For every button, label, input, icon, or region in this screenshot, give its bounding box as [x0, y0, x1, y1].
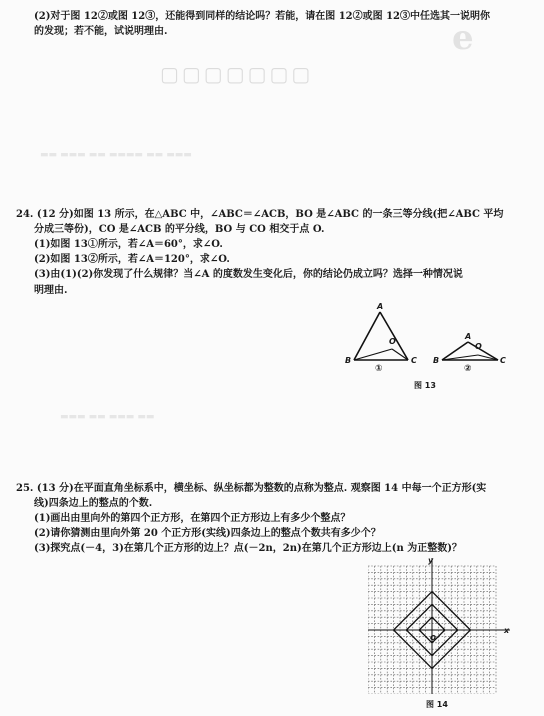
figure-13	[340, 302, 520, 382]
q25-line: (3)探究点(－4，3)在第几个正方形的边上？点(－2n，2n)在第几个正方形边上(n 为正整数)？	[34, 543, 462, 554]
prev-question-line: 的发现；若不能，试说明理由.	[34, 26, 168, 37]
fig13-label-o: O	[475, 342, 482, 351]
q24-line: 分成三等份)，CO 是∠ACB 的平分线，BO 与 CO 相交于点 O.	[34, 224, 325, 235]
fig13-sub-1: ①	[375, 364, 383, 374]
fig13-label-c: C	[411, 356, 417, 365]
fig13-label-o: O	[389, 337, 396, 346]
q25-line: 线)四条边上的整点的个数.	[34, 498, 153, 509]
bleed-through-heading: ▢▢▢▢▢▢▢	[160, 62, 314, 86]
q24-line: 24. (12 分)如图 13 所示，在△ABC 中，∠ABC＝∠ACB，BO 是∠ABC 的一条三等分线(把∠ABC 平均	[16, 209, 504, 220]
fig13-label-c: C	[500, 356, 506, 365]
bleed-through-text: ▬▬ ▬▬▬ ▬▬ ▬▬▬▬ ▬▬ ▬▬▬	[40, 150, 192, 160]
prev-question-line: (2)对于图 12②或图 12③，还能得到同样的结论吗？若能，请在图 12②或图 12③中任选其一说明你	[34, 11, 491, 22]
q25-line: 25. (13 分)在平面直角坐标系中，横坐标、纵坐标都为整数的点称为整点. 观察图 14 中每一个正方形(实	[16, 483, 487, 494]
figure-14	[368, 558, 514, 694]
fig13-sub-2: ②	[464, 364, 472, 374]
fig13-label-a: A	[377, 302, 384, 311]
fig14-label-y: y	[428, 556, 434, 565]
fig13-1-side-ac	[380, 312, 408, 360]
q25-line: (1)画出由里向外的第四个正方形，在第四个正方形边上有多少个整点？	[34, 513, 351, 524]
q25-line: (2)请你猜测由里向外第 20 个正方形(实线)四条边上的整点个数共有多少个？	[34, 528, 381, 539]
bleed-through-mark: e	[452, 18, 474, 58]
q24-line: (2)如图 13②所示，若∠A＝120°，求∠O.	[34, 254, 230, 265]
fig13-label-b: B	[433, 356, 440, 365]
fig14-caption: 图 14	[426, 700, 448, 709]
fig14-label-origin: O	[430, 634, 436, 642]
q24-line: 明理由.	[34, 285, 68, 296]
fig14-label-x: x	[504, 626, 510, 635]
fig13-label-b: B	[345, 356, 352, 365]
q24-line: (3)由(1)(2)你发现了什么规律？当∠A 的度数发生变化后，你的结论仍成立吗？选择一种情况说	[34, 269, 463, 280]
bleed-through-text: ▬▬▬ ▬▬ ▬▬▬ ▬▬	[60, 412, 155, 422]
fig13-label-a: A	[465, 332, 472, 341]
fig13-1-side-ab	[354, 312, 380, 360]
q24-line: (1)如图 13①所示，若∠A＝60°，求∠O.	[34, 239, 223, 250]
fig13-caption: 图 13	[414, 381, 436, 390]
fig13-2-side-ac	[468, 342, 498, 360]
